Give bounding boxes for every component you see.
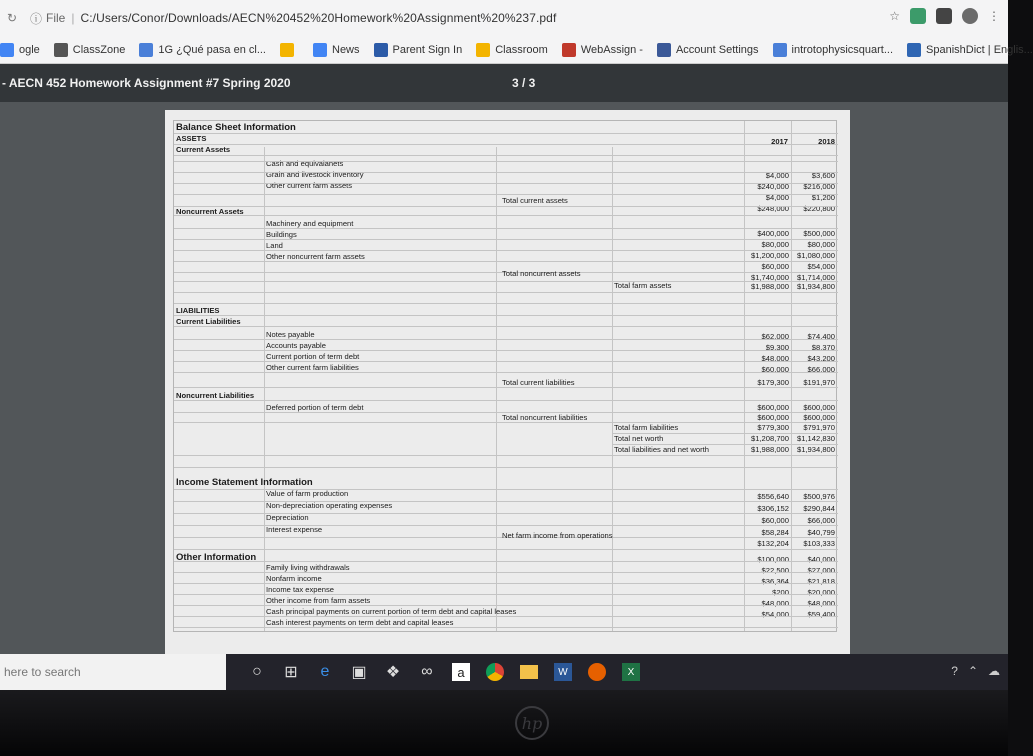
grid-line	[174, 561, 838, 562]
value-cell: $103,333	[803, 539, 835, 548]
reload-icon[interactable]: ↻	[6, 11, 18, 25]
docs-icon	[139, 43, 153, 57]
value-cell: $54,000	[807, 262, 835, 271]
value-cell: $8,370	[811, 343, 835, 352]
value-cell: $1,988,000	[750, 445, 789, 454]
grid-line	[264, 147, 265, 631]
line-item-label: Notes payable	[266, 330, 315, 339]
value-cell: $36,364	[761, 577, 789, 586]
line-item-label: Non-depreciation operating expenses	[266, 501, 393, 510]
bookmark-label: Parent Sign In	[392, 43, 463, 56]
chrome-icon[interactable]	[478, 654, 512, 690]
value-cell: $191,970	[803, 378, 835, 387]
value-cell: $43,200	[807, 354, 835, 363]
toolbar-extensions	[889, 8, 1000, 24]
value-cell: $21,818	[807, 577, 835, 586]
bookmark-label: Classroom	[495, 43, 548, 56]
other-information-title: Other Information	[176, 552, 257, 563]
value-cell: $48,000	[807, 599, 835, 608]
grid-line	[174, 194, 838, 195]
grid-line	[174, 326, 838, 327]
value-cell: $20,000	[807, 588, 835, 597]
value-cell: $4,000	[765, 193, 789, 202]
value-cell: $62,000	[761, 332, 789, 341]
value-cell: $54,000	[761, 610, 789, 619]
bookmark-item[interactable]	[907, 43, 1033, 57]
grid-line	[174, 303, 838, 304]
cortana-icon[interactable]: ○	[252, 663, 262, 680]
line-item-label: Value of farm production	[266, 489, 349, 498]
google-news-icon	[313, 43, 327, 57]
grid-line	[612, 147, 613, 631]
value-cell: $216,000	[803, 182, 835, 191]
total-label: Total noncurrent assets	[502, 269, 581, 278]
bookmark-label: ogle	[19, 43, 40, 56]
line-item-label: Depreciation	[266, 513, 309, 522]
bookmark-item[interactable]	[139, 43, 266, 57]
value-cell: $306,152	[757, 504, 789, 513]
value-cell: $1,200,000	[750, 251, 789, 260]
address-bar	[0, 0, 1008, 36]
noncurrent-assets-heading: Noncurrent Assets	[176, 207, 244, 216]
grid-line	[174, 206, 838, 207]
bookmark-label: SpanishDict | Englis...	[926, 43, 1033, 56]
value-cell: $132,204	[757, 539, 789, 548]
grid-line	[174, 292, 838, 293]
value-cell: $600,000	[757, 413, 789, 422]
value-cell: $791,970	[803, 423, 835, 432]
liabilities-heading: LIABILITIES	[176, 306, 220, 315]
line-item-label: Other current farm assets	[266, 181, 353, 190]
search-placeholder: here to search	[4, 665, 81, 679]
bookmark-item[interactable]	[657, 43, 759, 57]
bookmark-label: 1G ¿Qué pasa en cl...	[158, 43, 266, 56]
value-cell: $600,000	[803, 403, 835, 412]
spanishdict-icon	[907, 43, 921, 57]
line-item-label: Accounts payable	[266, 341, 326, 350]
total-label: Total current assets	[502, 196, 568, 205]
line-item-label: Current portion of term debt	[266, 352, 360, 361]
pdf-title: - AECN 452 Homework Assignment #7 Spring 2020	[2, 76, 291, 90]
value-cell: $74,400	[807, 332, 835, 341]
grid-line	[174, 400, 838, 401]
line-item-label: Deferred portion of term debt	[266, 403, 364, 412]
grid-line	[174, 315, 838, 316]
link-icon[interactable]: ∞	[421, 663, 433, 680]
value-cell: $1,142,830	[796, 434, 835, 443]
firefox-icon[interactable]	[580, 654, 614, 690]
grid-line	[612, 444, 838, 445]
value-cell: $1,208,700	[750, 434, 789, 443]
webassign-icon	[562, 43, 576, 57]
value-cell: $1,740,000	[750, 273, 789, 282]
dropbox-icon[interactable]: ❖	[385, 664, 401, 681]
info-icon[interactable]: ⓘ	[30, 11, 43, 26]
value-cell: $779,300	[757, 423, 789, 432]
laptop-bezel	[0, 690, 1008, 756]
current-liabilities-heading: Current Liabilities	[176, 317, 241, 326]
help-icon[interactable]: ?	[951, 664, 958, 678]
assets-heading: ASSETS	[176, 134, 207, 143]
bookmark-label: News	[332, 43, 360, 56]
value-cell: $500,000	[803, 229, 835, 238]
value-cell: $22,500	[761, 566, 789, 575]
grid-line	[174, 172, 838, 173]
grid-line	[174, 183, 838, 184]
grid-line	[174, 549, 838, 550]
system-tray	[951, 664, 1000, 678]
grid-line	[174, 467, 838, 468]
drive-icon	[280, 43, 294, 57]
grid-line	[496, 147, 497, 631]
value-cell: $40,000	[807, 555, 835, 564]
value-cell: $80,000	[807, 240, 835, 249]
bookmark-item[interactable]	[476, 43, 548, 57]
grid-line	[174, 501, 838, 502]
year-2018: 2018	[818, 137, 835, 146]
line-item-label: Machinery and equipment	[266, 219, 354, 228]
value-cell: $1,714,000	[796, 273, 835, 282]
noncurrent-liabilities-heading: Noncurrent Liabilities	[176, 391, 255, 400]
value-cell: $1,080,000	[796, 251, 835, 260]
pdf-toolbar	[0, 64, 1008, 102]
value-cell: $3,600	[811, 171, 835, 180]
value-cell: $1,200	[811, 193, 835, 202]
page-indicator: 3 / 3	[512, 76, 536, 90]
current-assets-heading: Current Assets	[176, 145, 231, 154]
cloud-icon[interactable]: ☁	[988, 664, 1000, 678]
bookmark-item[interactable]	[773, 43, 894, 57]
income-statement-title: Income Statement Information	[176, 477, 313, 488]
grid-line	[174, 215, 838, 216]
classzone-icon	[54, 43, 68, 57]
pdf-viewer[interactable]	[0, 102, 1008, 654]
grid-line	[174, 339, 838, 340]
bookmark-item[interactable]	[280, 43, 299, 57]
value-cell: $9,300	[765, 343, 789, 352]
total-label: Total noncurrent liabilities	[502, 413, 588, 422]
pdf-page	[165, 110, 850, 654]
grid-line	[174, 350, 838, 351]
total-label: Total net worth	[614, 434, 664, 443]
value-cell: $66,000	[807, 365, 835, 374]
total-label: Total liabilities and net worth	[614, 445, 709, 454]
grid-line	[174, 513, 838, 514]
bookmark-item[interactable]	[562, 43, 643, 57]
value-cell: $66,000	[807, 516, 835, 525]
line-item-label: Other current farm liabilities	[266, 363, 359, 372]
line-item-label: Other income from farm assets	[266, 596, 371, 605]
value-cell: $200	[772, 588, 789, 597]
value-cell: $59,400	[807, 610, 835, 619]
taskbar	[0, 654, 1008, 690]
total-label: Net farm income from operations	[502, 531, 613, 540]
grid-line	[174, 627, 838, 628]
bookmark-item[interactable]	[374, 43, 463, 57]
extension-icon[interactable]	[936, 8, 952, 24]
grid-line	[174, 361, 838, 362]
line-item-label: Buildings	[266, 230, 297, 239]
grid-line	[612, 433, 838, 434]
year-2017: 2017	[771, 137, 788, 146]
menu-icon[interactable]: ⋮	[988, 9, 1000, 23]
file-explorer-icon[interactable]	[512, 654, 546, 690]
value-cell: $290,844	[803, 504, 835, 513]
grid-line	[174, 250, 838, 251]
grid-line	[174, 525, 838, 526]
line-item-label: Cash interest payments on term debt and capital leases	[266, 618, 454, 627]
value-cell: $220,800	[803, 204, 835, 213]
line-item-label: Nonfarm income	[266, 574, 322, 583]
grid-line	[174, 583, 838, 584]
value-cell: $80,000	[761, 240, 789, 249]
line-item-label: Cash and equivalanets	[266, 159, 344, 168]
grid-line	[174, 572, 838, 573]
balance-sheet-table	[173, 120, 837, 632]
bookmark-label: ClassZone	[72, 43, 126, 56]
value-cell: $40,799	[807, 528, 835, 537]
bookmark-label: Account Settings	[675, 43, 759, 56]
grid-line	[174, 261, 838, 262]
value-cell: $400,000	[757, 229, 789, 238]
line-item-label: Cash principal payments on current portion of term debt and capital leases	[266, 607, 517, 616]
hp-logo: hp	[515, 706, 549, 740]
amazon-icon[interactable]: a	[444, 654, 478, 690]
total-label: Total farm liabilities	[614, 423, 679, 432]
value-cell: $1,934,800	[796, 445, 835, 454]
grid-line	[174, 144, 838, 145]
value-cell: $27,000	[807, 566, 835, 575]
grid-line	[174, 605, 838, 606]
line-item-label: Income tax expense	[266, 585, 334, 594]
line-item-label: Family living withdrawals	[266, 563, 350, 572]
bookmark-label: introtophysicsquart...	[791, 43, 894, 56]
bookmark-label: WebAssign -	[580, 43, 643, 56]
file-label: File	[46, 11, 66, 25]
page-icon	[773, 43, 787, 57]
value-cell: $48,000	[761, 354, 789, 363]
bookmark-item[interactable]	[54, 43, 126, 57]
url-field[interactable]: C:/Users/Conor/Downloads/AECN%20452%20Homework%20Assignment%20%237.pdf	[80, 11, 557, 25]
value-cell: $600,000	[803, 413, 835, 422]
star-icon[interactable]: ☆	[889, 9, 900, 23]
value-cell: $58,284	[761, 528, 789, 537]
bookmark-item[interactable]	[313, 43, 360, 57]
value-cell: $48,000	[761, 599, 789, 608]
grid-line	[174, 594, 838, 595]
grid-line	[174, 228, 838, 229]
grid-line	[174, 372, 838, 373]
balance-sheet-title: Balance Sheet Information	[176, 122, 296, 133]
total-label: Total current liabilities	[502, 378, 575, 387]
line-item-label: Interest expense	[266, 525, 323, 534]
grid-line	[174, 239, 838, 240]
classroom-icon	[476, 43, 490, 57]
line-item-label: Grain and livestock inventory	[266, 170, 364, 179]
value-cell: $556,640	[757, 492, 789, 501]
grid-line	[174, 281, 838, 282]
google-icon	[0, 43, 14, 57]
value-cell: $60,000	[761, 516, 789, 525]
value-cell: $248,000	[757, 204, 789, 213]
grid-line	[174, 387, 838, 388]
value-cell: $1,988,000	[750, 282, 789, 291]
grid-line	[174, 161, 838, 162]
word-icon[interactable]: W	[546, 654, 580, 690]
powerschool-icon	[374, 43, 388, 57]
value-cell: $100,000	[757, 555, 789, 564]
grid-line	[174, 616, 838, 617]
value-cell: $240,000	[757, 182, 789, 191]
store-icon[interactable]: ▣	[351, 664, 367, 681]
line-item-label: Other noncurrent farm assets	[266, 252, 365, 261]
taskbar-search[interactable]	[0, 654, 226, 690]
value-cell: $600,000	[757, 403, 789, 412]
facebook-icon	[657, 43, 671, 57]
extension-icon[interactable]	[910, 8, 926, 24]
grid-line	[174, 133, 838, 134]
edge-icon[interactable]: e	[320, 663, 330, 680]
total-label: Total farm assets	[614, 281, 672, 290]
value-cell: $60,000	[761, 262, 789, 271]
separator: |	[71, 11, 75, 25]
line-item-label: Land	[266, 241, 283, 250]
value-cell: $60,000	[761, 365, 789, 374]
task-view-icon[interactable]: ⊞	[284, 664, 298, 681]
value-cell: $4,000	[765, 171, 789, 180]
bookmark-item[interactable]	[0, 43, 40, 57]
excel-icon[interactable]: X	[614, 654, 648, 690]
value-cell: $1,934,800	[796, 282, 835, 291]
value-cell: $179,300	[757, 378, 789, 387]
chevron-up-icon[interactable]: ⌃	[967, 664, 978, 678]
grid-line	[174, 455, 838, 456]
value-cell: $500,976	[803, 492, 835, 501]
bookmarks-bar	[0, 36, 1033, 64]
profile-icon[interactable]	[962, 8, 978, 24]
grid-line	[174, 155, 838, 156]
